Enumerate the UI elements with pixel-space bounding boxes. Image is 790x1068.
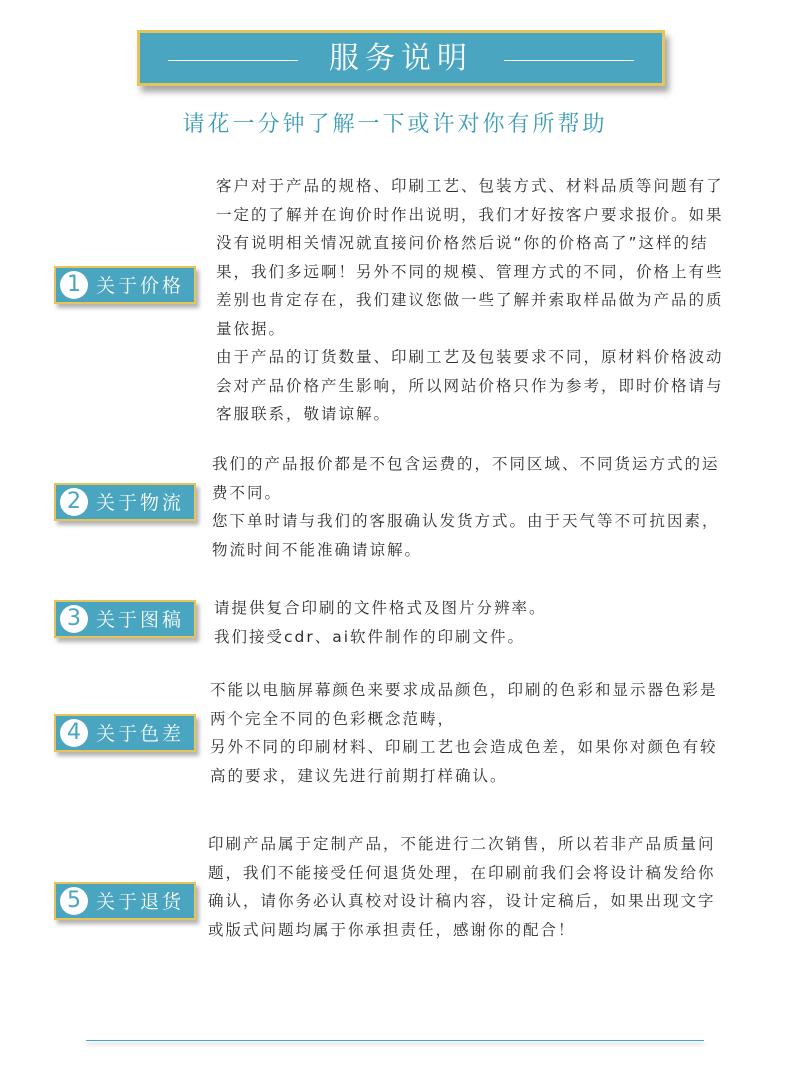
section-badge-returns [54, 882, 196, 920]
paragraph: 客户对于产品的规格、印刷工艺、包装方式、材料品质等问题有了一定的了解并在询价时作出说明，我们才好按客户要求报价。如果没有说明相关情况就直接问价格然后说“你的价格高了”这样的结果，我们多远啊！另外不同的规模、管理方式的不同，价格上有些差别也肯定存在，我们建议您做一些了解并索取样品做为产品的质量依据。 [216, 177, 724, 338]
section-label: 关于物流 [96, 492, 185, 514]
header-banner [137, 30, 665, 86]
section-text-color [210, 676, 730, 790]
section-label: 关于退货 [96, 891, 185, 913]
section-label: 关于色差 [96, 723, 185, 745]
section-label: 关于价格 [96, 275, 185, 297]
section-badge-logistics [54, 483, 196, 521]
paragraph: 另外不同的印刷材料、印刷工艺也会造成色差，如果你对颜色有较高的要求，建议先进行前期打样确认。 [210, 738, 718, 785]
section-number: 5 [60, 887, 88, 915]
page-title: 服务说明 [329, 41, 473, 76]
section-number: 3 [60, 605, 88, 633]
section-label: 关于图稿 [96, 609, 185, 631]
section-text-returns [208, 830, 728, 944]
section-number: 1 [60, 271, 88, 299]
section-badge-color [54, 714, 196, 752]
section-number: 4 [60, 719, 88, 747]
paragraph: 由于产品的订货数量、印刷工艺及包装要求不同，原材料价格波动会对产品价格产生影响，所以网站价格只作为参考，即时价格请与客服联系，敬请谅解。 [216, 348, 724, 423]
section-number: 2 [60, 488, 88, 516]
paragraph: 印刷产品属于定制产品，不能进行二次销售，所以若非产品质量问题，我们不能接受任何退货处理，在印刷前我们会将设计稿发给你确认，请你务必认真校对设计稿内容，设计定稿后，如果出现文字或版式问题均属于你承担责任，感谢你的配合！ [208, 835, 716, 939]
paragraph: 您下单时请与我们的客服确认发货方式。由于天气等不可抗因素，物流时间不能准确请谅解。 [212, 512, 720, 559]
section-text-price [216, 172, 736, 429]
footer-divider [86, 1040, 704, 1041]
page-subtitle: 请花一分钟了解一下或许对你有所帮助 [182, 112, 608, 137]
section-text-logistics [212, 450, 732, 564]
section-badge-price [54, 266, 196, 304]
section-badge-artwork [54, 600, 196, 638]
paragraph: 不能以电脑屏幕颜色来要求成品颜色，印刷的色彩和显示器色彩是两个完全不同的色彩概念范畴， [210, 681, 718, 728]
paragraph: 请提供复合印刷的文件格式及图片分辨率。 [214, 599, 547, 617]
banner-divider-right [504, 60, 634, 61]
section-text-artwork [214, 594, 734, 651]
paragraph: 我们接受cdr、ai软件制作的印刷文件。 [214, 627, 526, 646]
paragraph: 我们的产品报价都是不包含运费的，不同区域、不同货运方式的运费不同。 [212, 455, 720, 502]
